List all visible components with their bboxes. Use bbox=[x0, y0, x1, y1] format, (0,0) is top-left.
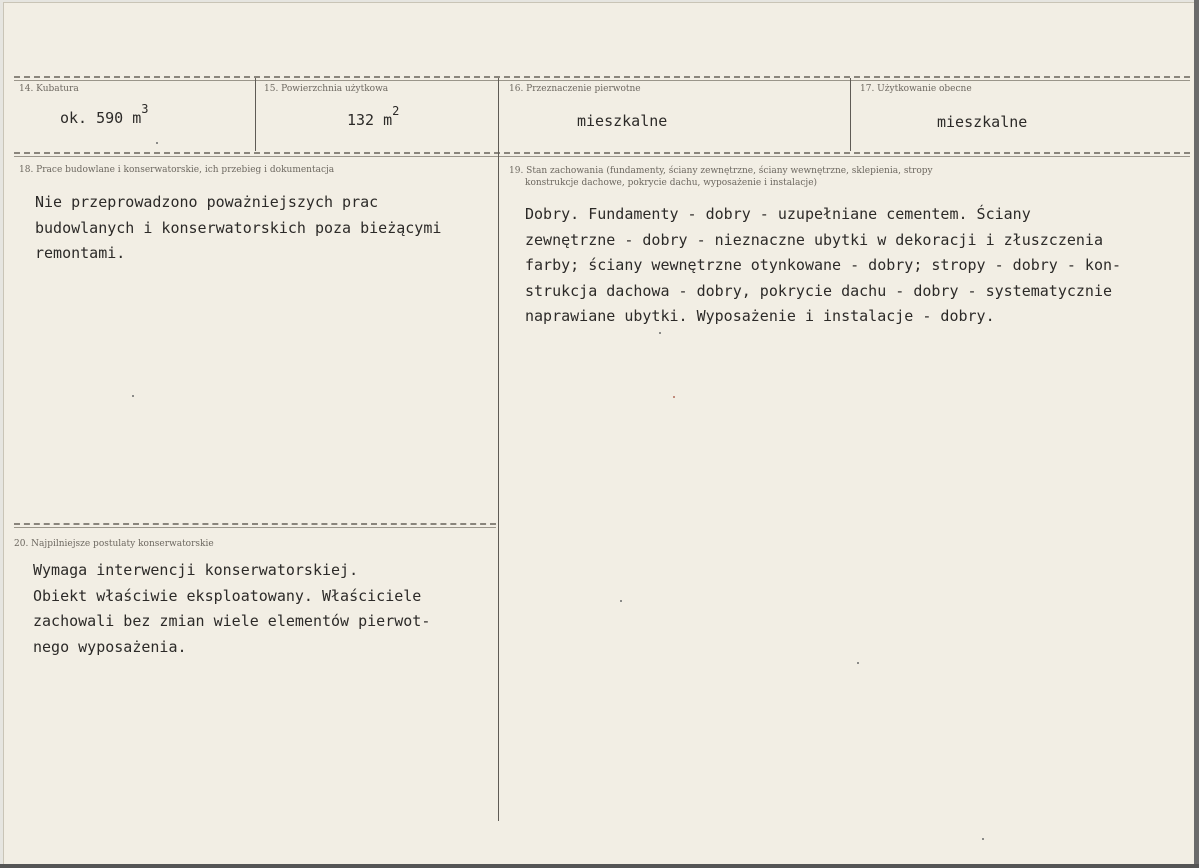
scan-speck bbox=[982, 838, 984, 840]
text-line: zachowali bez zmian wiele elementów pierwot- bbox=[33, 612, 431, 630]
divider-14-15 bbox=[255, 78, 256, 151]
text-postulaty bbox=[33, 558, 430, 660]
rule-section20-top-thin bbox=[14, 527, 496, 528]
text-line: Obiekt właściwie eksploatowany. Właściciele bbox=[33, 586, 422, 605]
label-stan-zachowania: 19. Stan zachowania (fundamenty, ściany zewnętrzne, ściany wewnętrzne, sklepienia, stropy bbox=[509, 166, 933, 176]
label-postulaty: 20. Najpilniejsze postulaty konserwatorskie bbox=[14, 539, 214, 549]
scan-speck bbox=[156, 142, 158, 144]
label-uzytkowanie: 17. Użytkowanie obecne bbox=[860, 84, 972, 94]
label-stan-zachowania-cont: konstrukcje dachowe, pokrycie dachu, wyposażenie i instalacje) bbox=[525, 178, 818, 188]
scan-edge-right bbox=[1194, 0, 1199, 868]
text-prace bbox=[35, 190, 441, 267]
scan-speck bbox=[132, 395, 134, 397]
rule-section20-top bbox=[14, 523, 496, 525]
text-line: farby; ściany wewnętrzne otynkowane - dobry; stropy - dobry - kon- bbox=[525, 256, 1122, 274]
label-prace: 18. Prace budowlane i konserwatorskie, ich przebieg i dokumentacja bbox=[19, 165, 335, 175]
text-line: zewnętrzne - dobry - nieznaczne ubytki w dekoracji i złuszczenia bbox=[525, 230, 1103, 249]
text-line: Wymaga interwencji konserwatorskiej. bbox=[33, 561, 359, 579]
rule-top bbox=[14, 76, 1190, 78]
value-przeznaczenie: mieszkalne bbox=[577, 112, 668, 130]
value-powierzchnia: 132 $m^2$ bbox=[347, 104, 400, 129]
scan-edge-bottom bbox=[0, 864, 1199, 868]
value-kubatura: ok. 590 $m^3$ bbox=[60, 102, 149, 127]
text-line: remontami. bbox=[35, 244, 126, 262]
text-line: naprawiane ubytki. Wyposażenie i instalacje - dobry. bbox=[525, 307, 995, 325]
text-line: nego wyposażenia. bbox=[33, 637, 187, 656]
rule-row1-bottom-thin bbox=[14, 156, 1190, 157]
label-przeznaczenie: 16. Przeznaczenie pierwotne bbox=[509, 84, 641, 94]
label-kubatura: 14. Kubatura bbox=[19, 84, 79, 94]
record-card bbox=[3, 2, 1197, 866]
scan-speck bbox=[857, 662, 859, 664]
divider-16-17 bbox=[850, 78, 851, 151]
rule-row1-bottom bbox=[14, 152, 1190, 154]
rule-top-thin bbox=[14, 80, 1190, 81]
text-line: strukcja dachowa - dobry, pokrycie dachu - dobry - systematycznie bbox=[525, 281, 1112, 300]
text-line: budowlanych i konserwatorskich poza bieżącymi bbox=[35, 218, 442, 237]
scan-speck bbox=[659, 332, 661, 334]
text-stan-zachowania bbox=[525, 202, 1121, 330]
text-line: Dobry. Fundamenty - dobry - uzupełniane cementem. Ściany bbox=[525, 205, 1031, 223]
scan-speck bbox=[673, 396, 675, 398]
value-uzytkowanie: mieszkalne bbox=[937, 113, 1028, 131]
divider-main bbox=[498, 78, 499, 821]
text-line: Nie przeprowadzono poważniejszych prac bbox=[35, 193, 379, 211]
scan-speck bbox=[620, 600, 622, 602]
label-powierzchnia: 15. Powierzchnia użytkowa bbox=[264, 84, 389, 94]
